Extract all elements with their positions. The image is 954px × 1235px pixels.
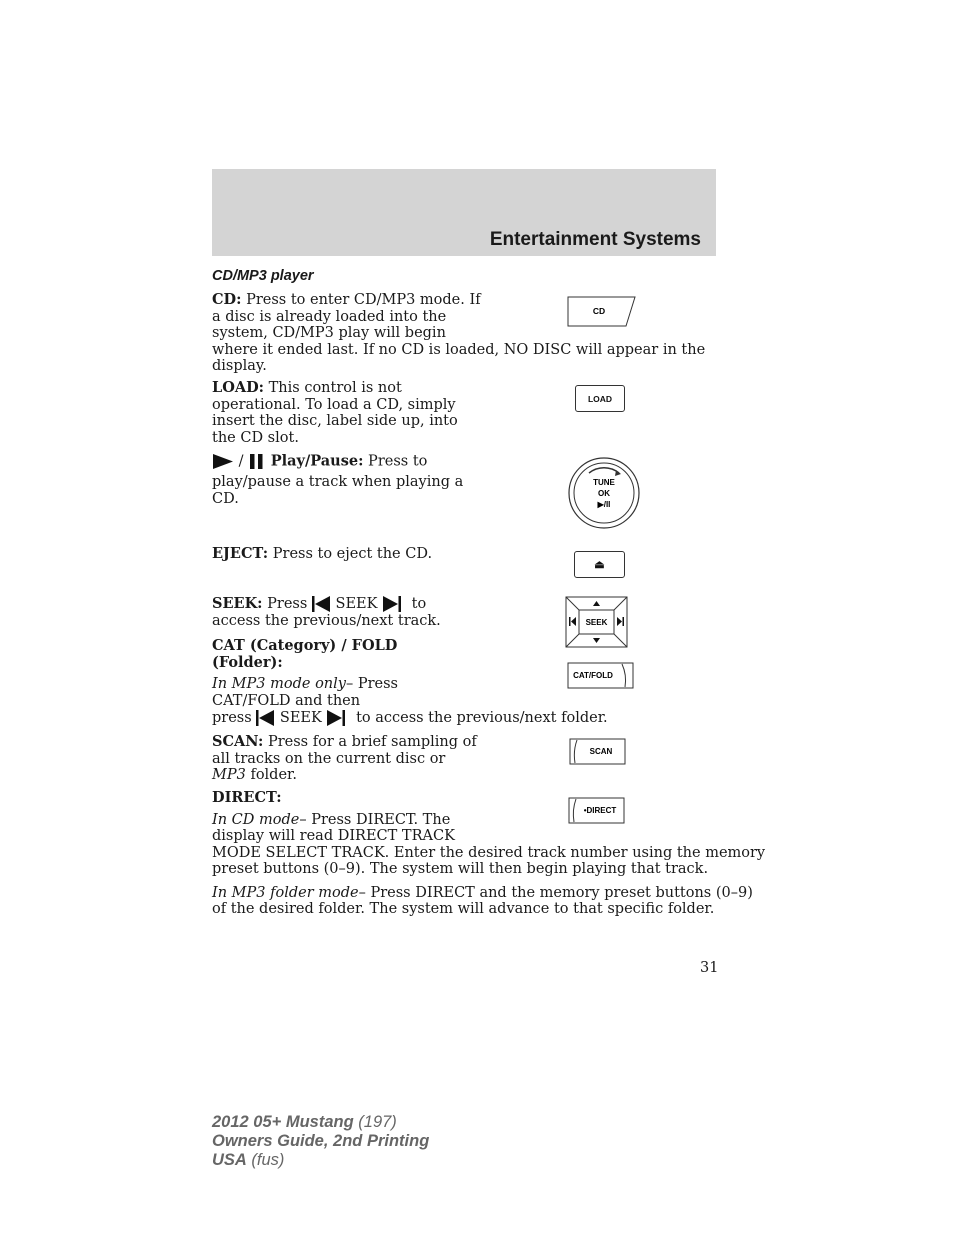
load-button-label: LOAD <box>587 393 613 404</box>
load-button-icon <box>575 385 625 412</box>
eject-paragraph: EJECT: Press to eject the CD. <box>212 545 433 562</box>
scan-paragraph: SCAN: Press for a brief sampling of all tracks on the current disc or MP3 folder. <box>212 733 477 783</box>
direct-button-icon <box>568 797 625 824</box>
section-header <box>212 169 716 256</box>
cat-fold-paragraph: CAT (Category) / FOLD (Folder): In MP3 mode only– Press CAT/FOLD and then press SEEK to access the previous/next folder. <box>212 637 608 726</box>
play-icon <box>212 453 234 470</box>
footer: 2012 05+ Mustang (197) Owners Guide, 2nd Printing USA (fus) <box>212 1113 430 1169</box>
eject-button-icon <box>574 551 625 578</box>
scan-button-icon <box>569 738 626 765</box>
seek-control-label: SEEK <box>585 618 608 627</box>
folder-previous-icon <box>256 709 275 727</box>
direct-paragraph: DIRECT: In CD mode– Press DIRECT. The display will read DIRECT TRACK MODE SELECT TRACK. Enter the desired track number using the memory preset buttons (0–9). The system will then begin playing that track. In MP3 folder mode– Press DIRECT and the memory preset buttons (0–9) of the desired folder. The system will advance to that specific folder. <box>212 789 766 917</box>
seek-paragraph: SEEK: Press SEEK to access the previous/next track. <box>212 595 441 629</box>
cd-button-label: CD <box>592 306 606 316</box>
seek-previous-icon <box>312 595 331 613</box>
seek-next-icon <box>382 595 401 613</box>
header-title: Entertainment Systems <box>489 229 701 250</box>
cd-paragraph: CD: Press to enter CD/MP3 mode. If a disc is already loaded into the system, CD/MP3 play will begin where it ended last. If no CD is loaded, NO DISC will appear in the display. <box>212 291 706 374</box>
pause-icon <box>248 453 266 470</box>
section-title: CD/MP3 player <box>212 268 314 284</box>
knob-label-tune: TUNE <box>593 478 615 487</box>
tune-knob-icon <box>567 456 641 530</box>
folder-next-icon <box>326 709 345 727</box>
eject-icon: ⏏ <box>594 559 605 571</box>
scan-button-label: SCAN <box>589 747 613 756</box>
cd-button-icon <box>566 296 638 328</box>
cat-fold-button-icon <box>567 662 634 689</box>
cat-fold-button-label: CAT/FOLD <box>573 671 613 680</box>
knob-label-ok: OK <box>598 489 610 498</box>
play-pause-paragraph: / Play/Pause: Press to play/pause a track when playing a CD. <box>212 452 464 507</box>
knob-label-playpause: ▶/II <box>597 500 611 509</box>
load-paragraph: LOAD: This control is not operational. To load a CD, simply insert the disc, label side up, into the CD slot. <box>212 379 458 446</box>
direct-button-label: •DIRECT <box>583 806 617 815</box>
page-number: 31 <box>700 960 719 976</box>
